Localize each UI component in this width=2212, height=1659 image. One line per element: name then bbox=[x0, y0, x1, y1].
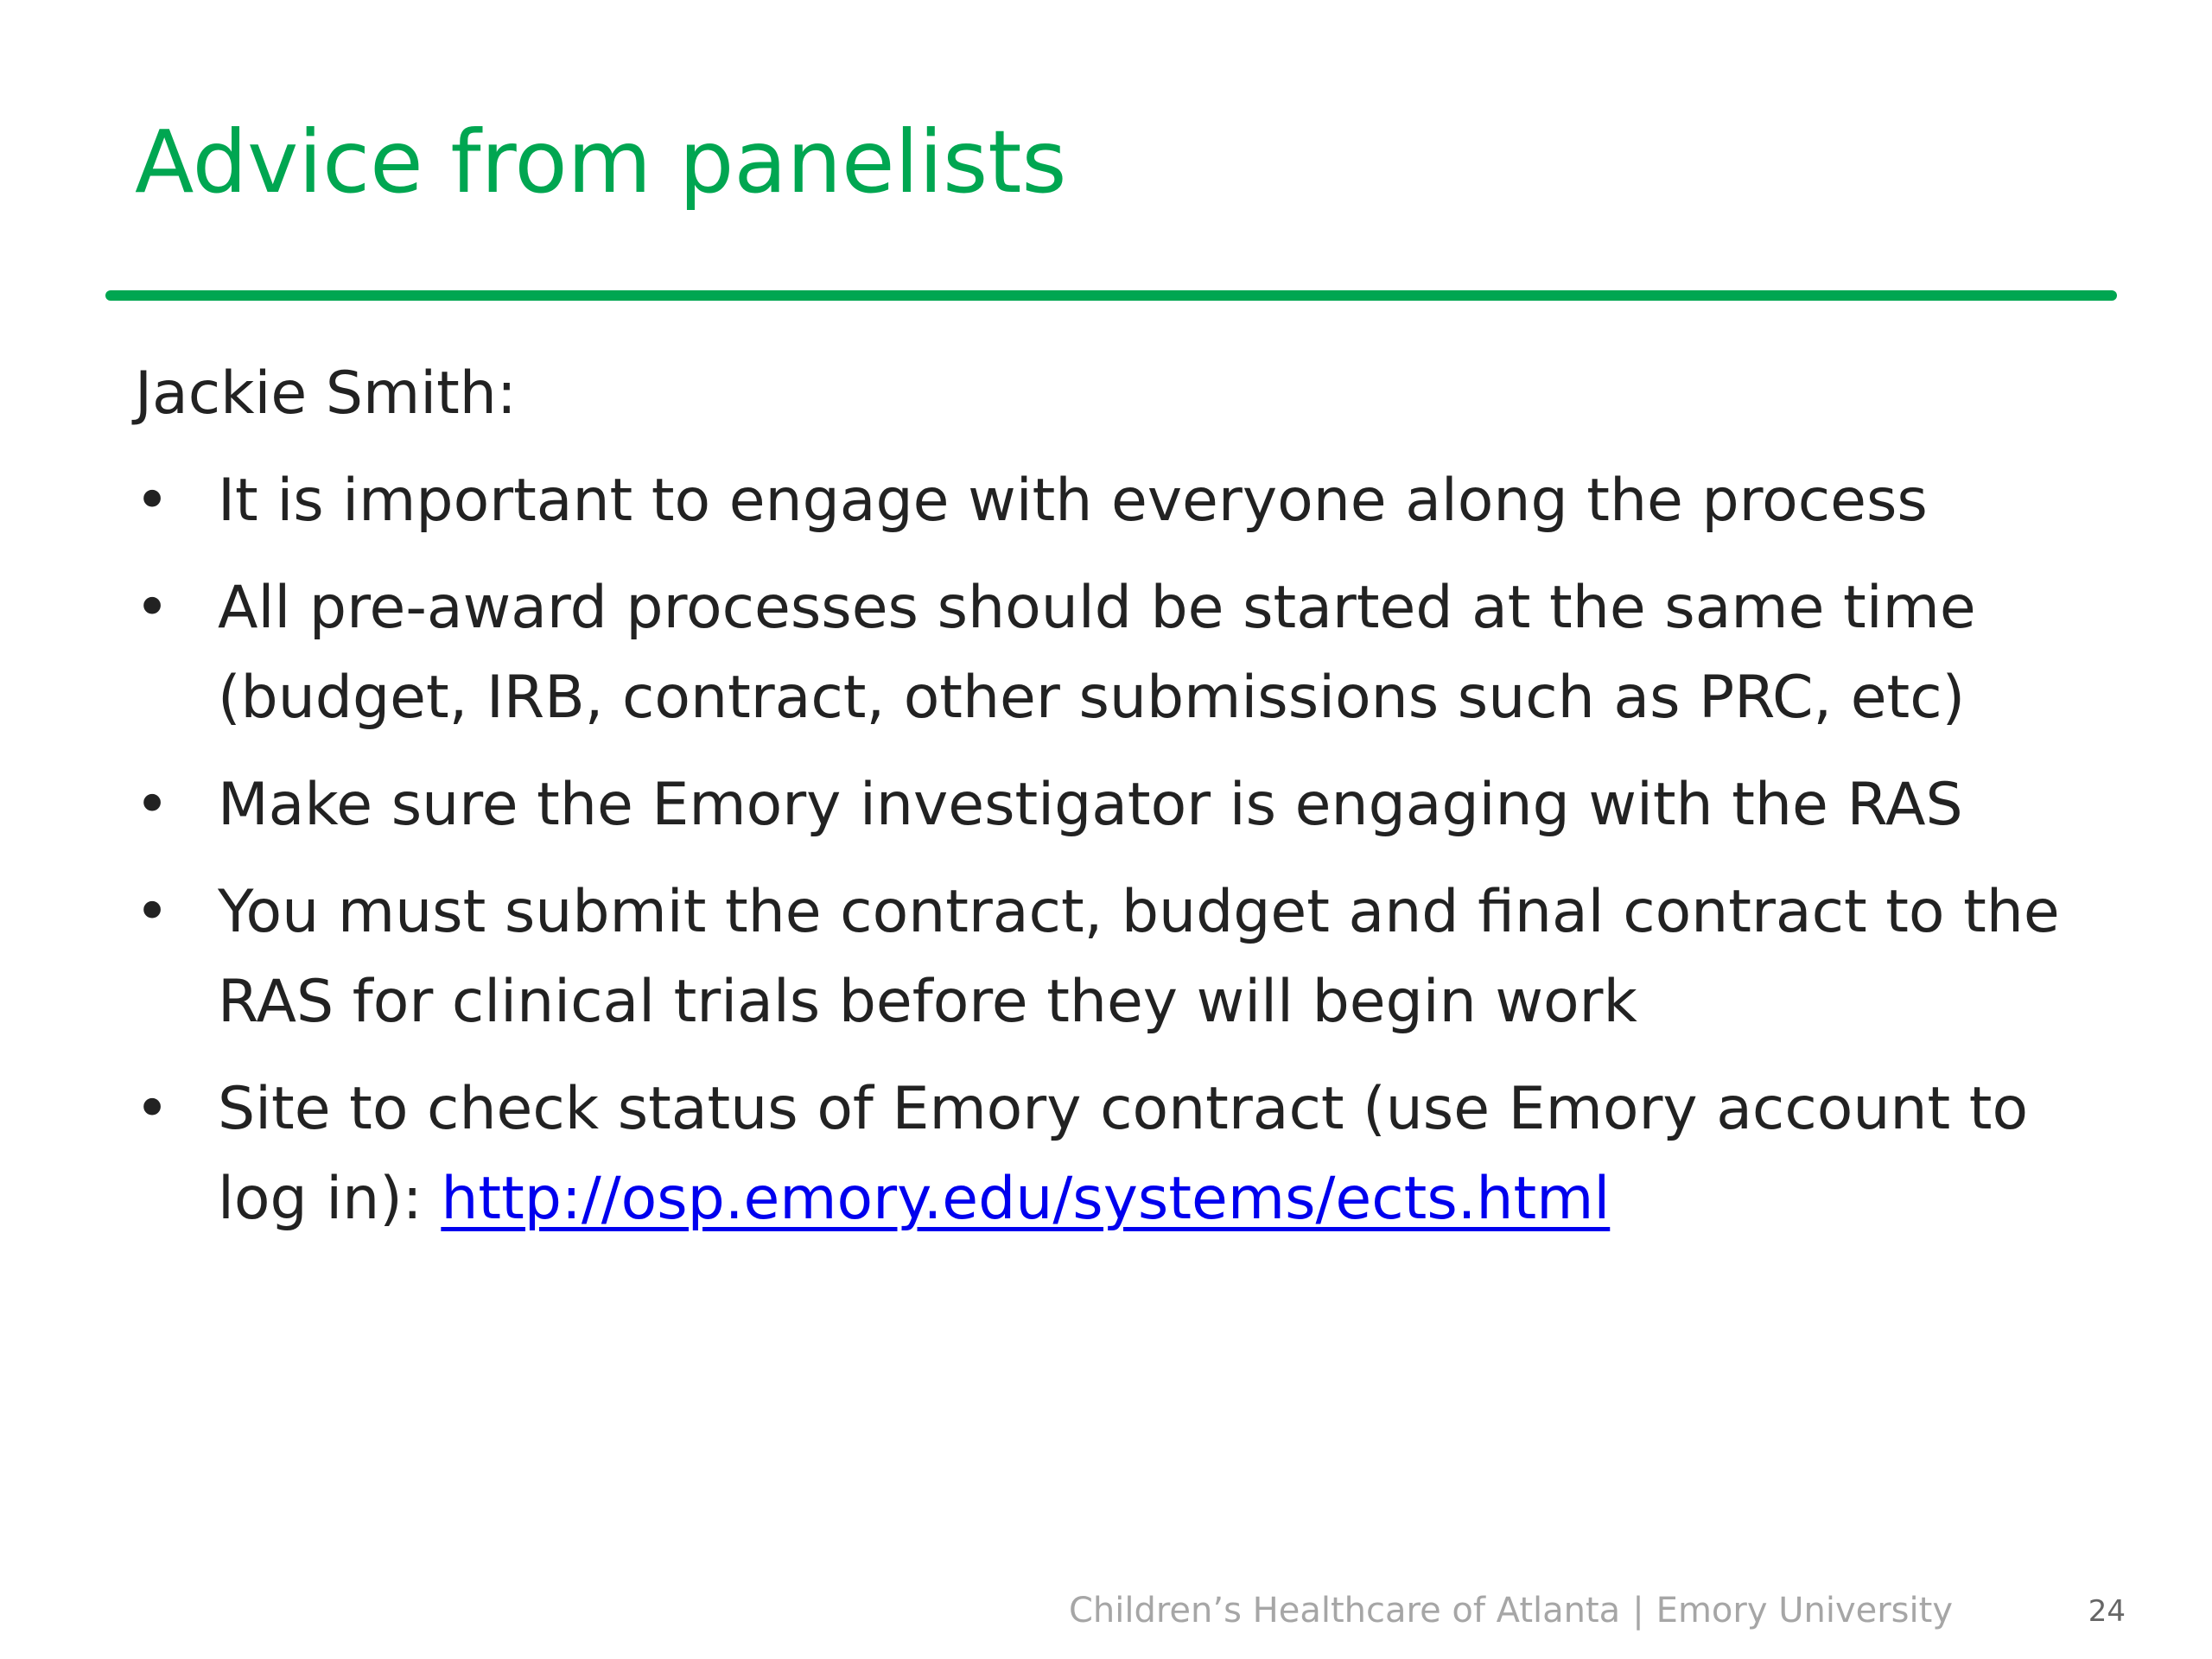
speaker-name: Jackie Smith: bbox=[135, 359, 517, 428]
bullet-icon: • bbox=[135, 771, 170, 839]
page-number: 24 bbox=[2088, 1594, 2126, 1629]
footer bbox=[994, 1585, 1953, 1637]
ects-status-link[interactable]: http://osp.emory.edu/systems/ects.html bbox=[441, 1165, 1611, 1233]
slide-title: Advice from panelists bbox=[135, 111, 1067, 213]
bullet-icon: • bbox=[135, 1075, 170, 1143]
bullet-text: You must submit the contract, budget and final contract to the RAS for clinical trials before they will begin work bbox=[218, 878, 2060, 1036]
bullet-icon: • bbox=[135, 467, 170, 535]
bullet-list bbox=[135, 456, 2105, 1244]
bullet-item bbox=[135, 760, 2105, 850]
footer-org-right: Emory University bbox=[1656, 1591, 1953, 1630]
bullet-text: It is important to engage with everyone along the process bbox=[218, 467, 1928, 535]
bullet-item bbox=[135, 456, 2105, 546]
bullet-item bbox=[135, 868, 2105, 1047]
bullet-item bbox=[135, 563, 2105, 743]
footer-org-left: Children’s Healthcare of Atlanta bbox=[1068, 1591, 1621, 1630]
footer-separator: | bbox=[1632, 1591, 1644, 1630]
slide-body bbox=[135, 349, 2105, 1262]
bullet-text: All pre-award processes should be started at the same time (budget, IRB, contract, other submissions such as PRC, etc) bbox=[218, 574, 1976, 732]
bullet-text: Site to check status of Emory contract (use Emory account to log in): bbox=[218, 1075, 2029, 1233]
title-divider bbox=[105, 290, 2117, 301]
bullet-icon: • bbox=[135, 574, 170, 642]
bullet-item bbox=[135, 1065, 2105, 1244]
bullet-icon: • bbox=[135, 878, 170, 946]
bullet-text: Make sure the Emory investigator is engaging with the RAS bbox=[218, 771, 1963, 839]
